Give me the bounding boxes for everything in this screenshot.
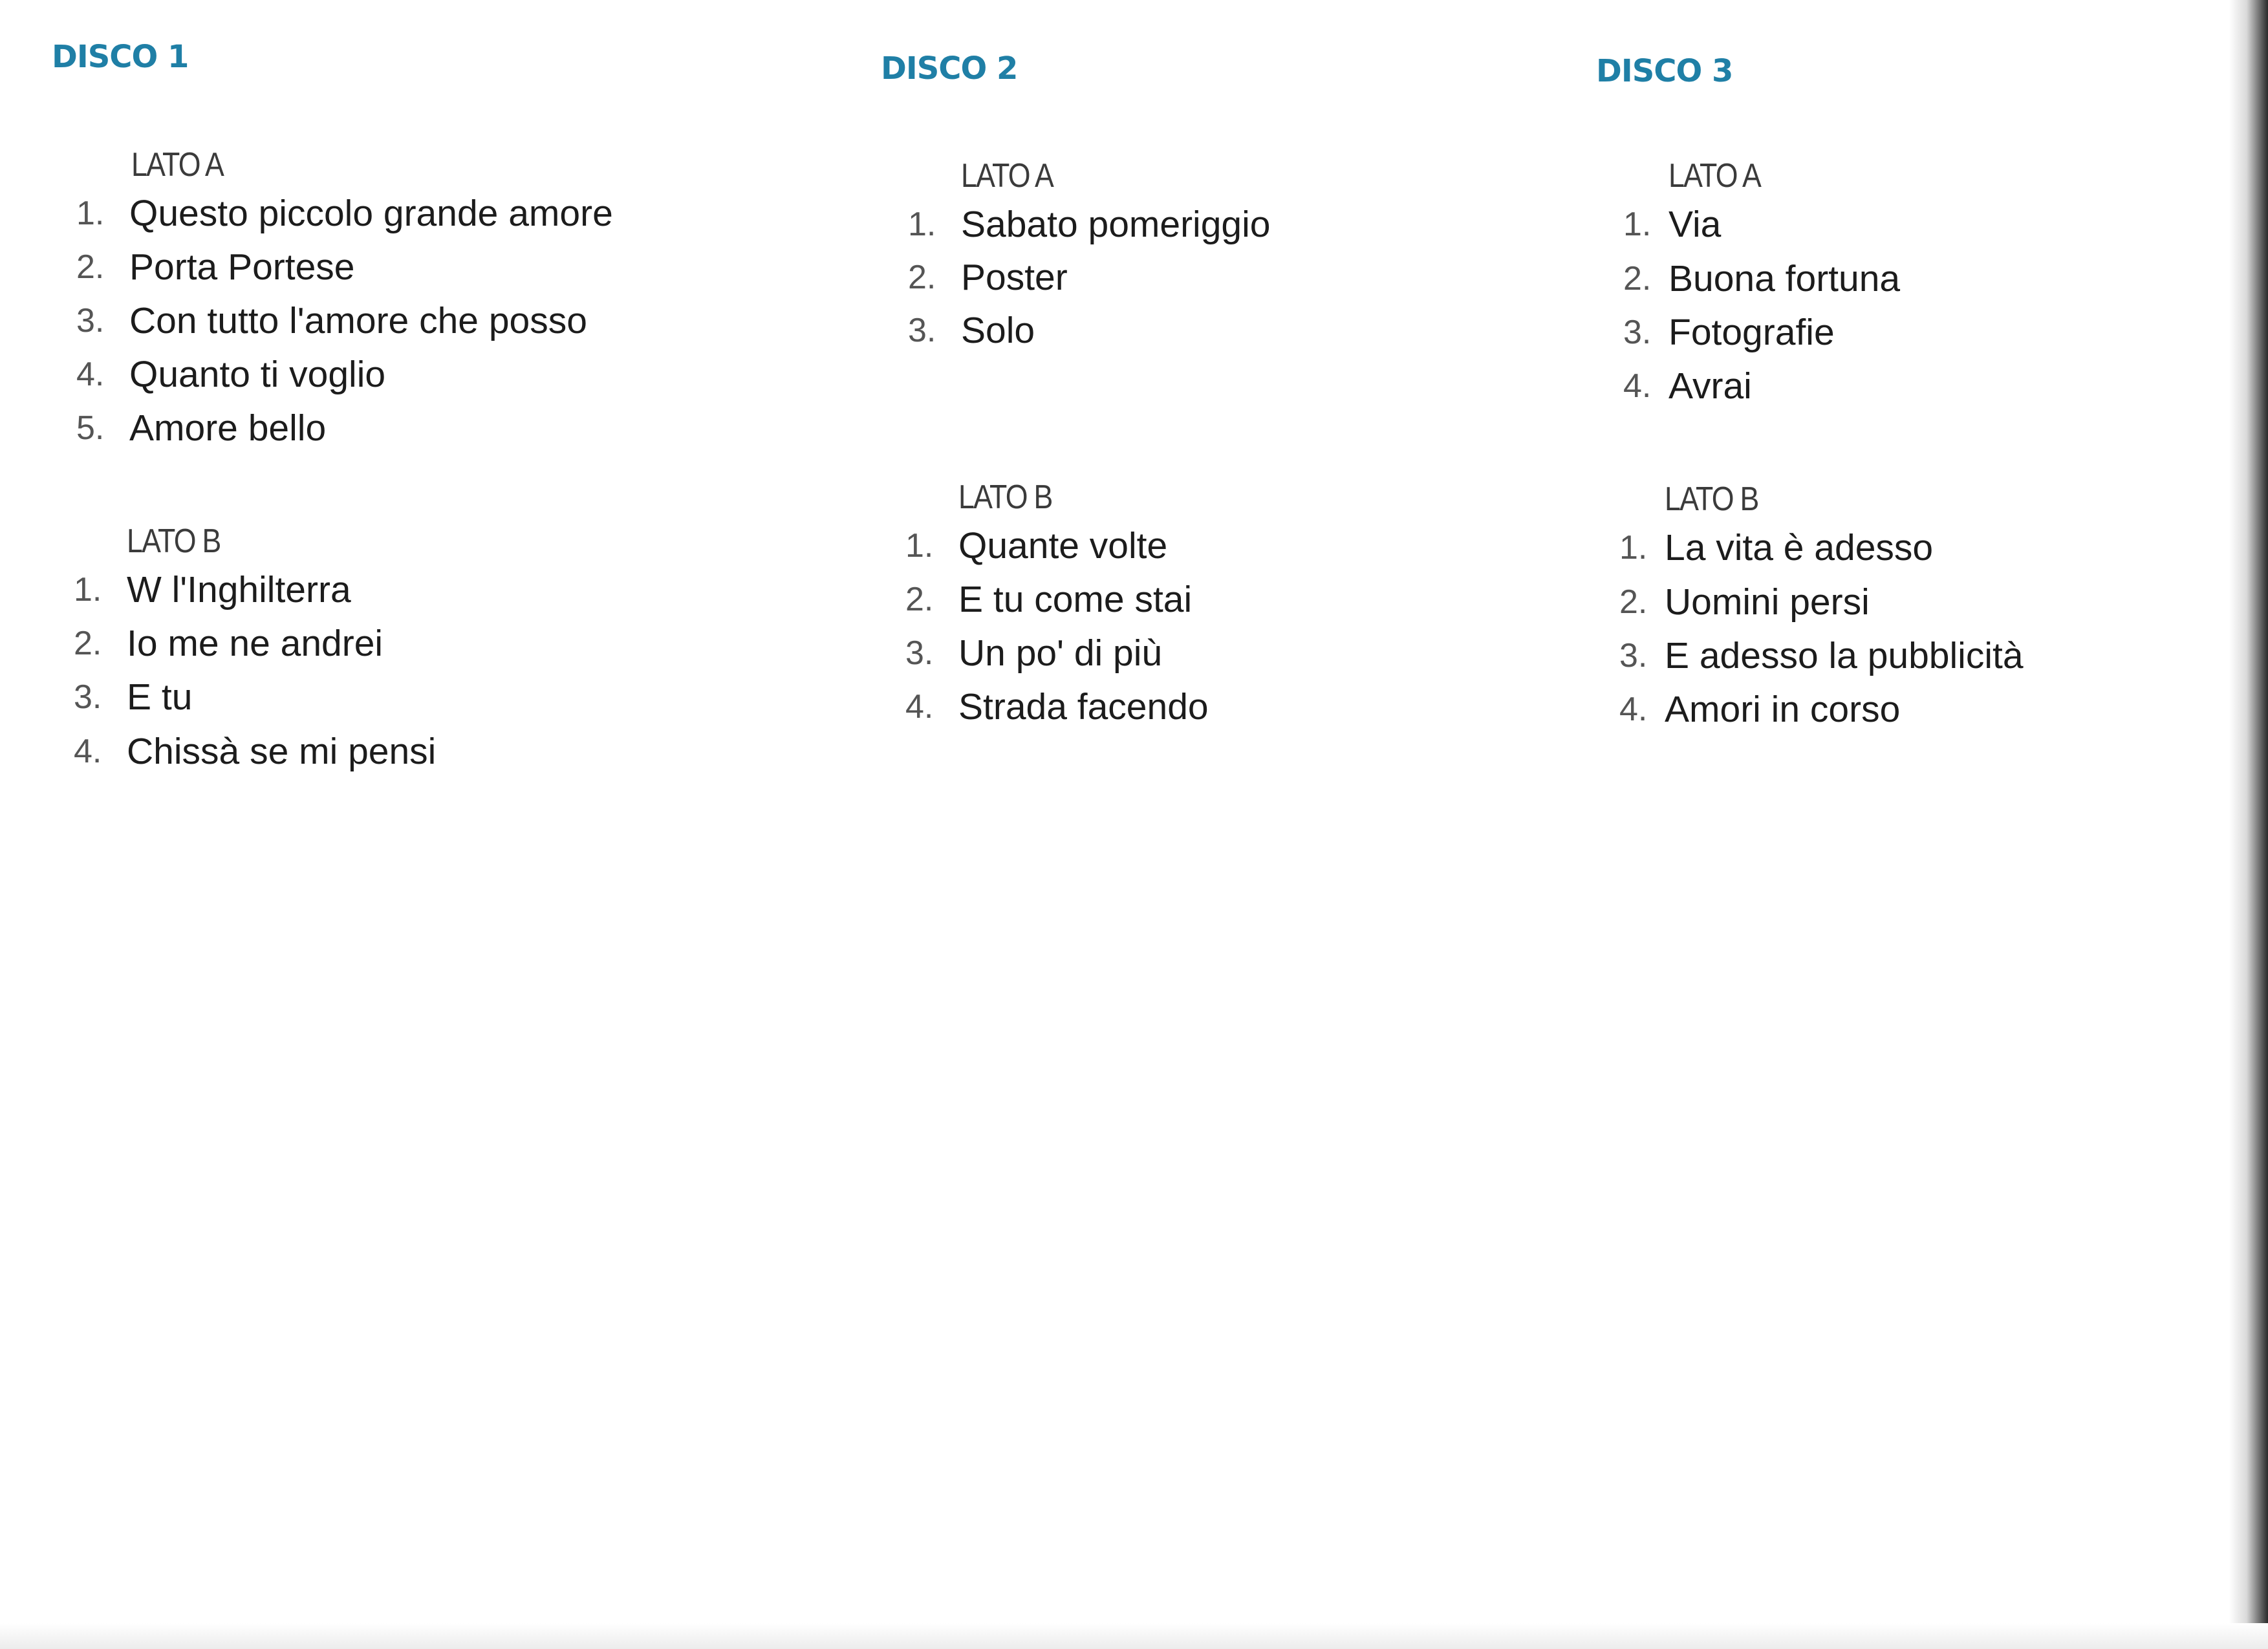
side-label: LATO B [127, 523, 221, 560]
track-number: 1. [76, 195, 105, 232]
track-number: 2. [1619, 583, 1648, 621]
track-number: 1. [908, 206, 936, 243]
track-title: Quante volte [958, 525, 1168, 566]
track-number: 2. [905, 581, 934, 618]
side-label: LATO B [958, 479, 1052, 516]
track-title: Quanto ti voglio [129, 354, 386, 395]
track-title: Un po' di più [958, 632, 1163, 674]
track-title: Chissà se mi pensi [127, 731, 437, 772]
track-title: Solo [961, 310, 1035, 351]
track-title: Io me ne andrei [127, 623, 383, 664]
track-number: 1. [1623, 206, 1652, 243]
track-number: 1. [74, 571, 102, 609]
track-number: 1. [905, 527, 934, 565]
track-title: Poster [961, 257, 1068, 298]
track-number: 2. [76, 248, 105, 286]
track-number: 3. [1619, 637, 1648, 674]
track-title: Porta Portese [129, 246, 355, 288]
page-right-edge [2229, 0, 2268, 1649]
side-label: LATO A [961, 157, 1053, 195]
track-title: Con tutto l'amore che posso [129, 300, 587, 341]
track-title: Sabato pomeriggio [961, 204, 1271, 245]
track-title: Via [1669, 204, 1722, 245]
track-title: Amore bello [129, 407, 327, 449]
disc-title: DISCO 2 [881, 50, 1018, 87]
side-label: LATO A [131, 146, 224, 184]
track-title: Questo piccolo grande amore [129, 193, 613, 234]
side-label: LATO B [1665, 480, 1758, 518]
track-number: 3. [908, 312, 936, 349]
track-title: E tu come stai [958, 579, 1193, 620]
track-number: 3. [74, 678, 102, 716]
disc-title: DISCO 3 [1596, 53, 1733, 89]
track-title: Uomini persi [1665, 581, 1870, 623]
track-title: E tu [127, 676, 193, 718]
track-number: 5. [76, 409, 105, 447]
track-number: 4. [74, 733, 102, 770]
track-number: 2. [1623, 260, 1652, 297]
track-number: 2. [74, 625, 102, 662]
page-bottom-edge [0, 1623, 2268, 1649]
track-number: 3. [76, 302, 105, 339]
track-title: La vita è adesso [1665, 527, 1934, 568]
track-title: Avrai [1669, 365, 1752, 407]
track-title: E adesso la pubblicità [1665, 635, 2024, 676]
track-number: 3. [905, 634, 934, 672]
track-number: 4. [1623, 367, 1652, 405]
track-title: W l'Inghilterra [127, 569, 351, 610]
track-number: 4. [905, 688, 934, 726]
track-number: 4. [76, 356, 105, 393]
side-label: LATO A [1669, 157, 1761, 195]
track-number: 1. [1619, 529, 1648, 566]
track-title: Fotografie [1669, 312, 1835, 353]
track-title: Strada facendo [958, 686, 1209, 727]
track-title: Buona fortuna [1669, 258, 1901, 299]
track-number: 4. [1619, 691, 1648, 728]
disc-title: DISCO 1 [52, 39, 189, 75]
track-number: 3. [1623, 314, 1652, 351]
track-number: 2. [908, 259, 936, 296]
track-title: Amori in corso [1665, 689, 1901, 730]
